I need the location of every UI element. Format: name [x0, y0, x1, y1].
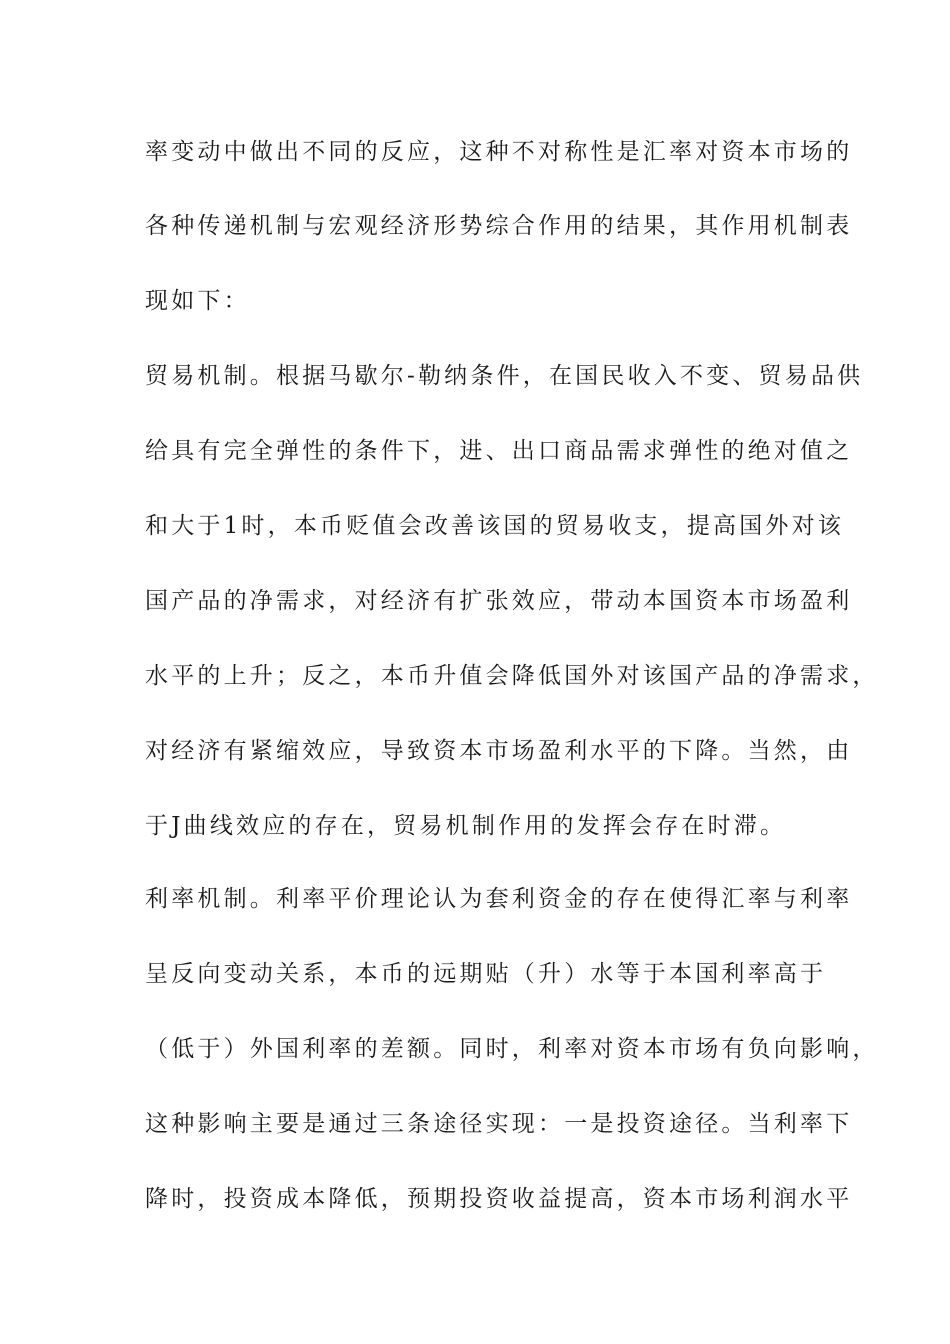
- text-line: 国产品的净需求，对经济有扩张效应，带动本国资本市场盈利: [145, 588, 853, 614]
- text-line: 对经济有紧缩效应，导致资本市场盈利水平的下降。当然，由: [145, 738, 853, 764]
- text-line: 率变动中做出不同的反应，这种不对称性是汇率对资本市场的: [145, 139, 853, 165]
- text-line: 于J曲线效应的存在，贸易机制作用的发挥会存在时滞。: [145, 813, 787, 839]
- text-line: 水平的上升；反之，本币升值会降低国外对该国产品的净需求，: [145, 663, 879, 689]
- text-line: 呈反向变动关系，本币的远期贴（升）水等于本国利率高于: [145, 961, 827, 987]
- text-line: （低于）外国利率的差额。同时，利率对资本市场有负向影响，: [145, 1036, 879, 1062]
- text-line: 利率机制。利率平价理论认为套利资金的存在使得汇率与利率: [145, 886, 853, 912]
- text-line: 现如下：: [145, 288, 250, 314]
- text-line: 和大于1时，本币贬值会改善该国的贸易收支，提高国外对该: [145, 513, 845, 539]
- text-line: 各种传递机制与宏观经济形势综合作用的结果，其作用机制表: [145, 213, 853, 239]
- text-line: 降时，投资成本降低，预期投资收益提高，资本市场利润水平: [145, 1186, 853, 1212]
- text-line: 贸易机制。根据马歇尔-勒纳条件，在国民收入不变、贸易品供: [145, 363, 864, 389]
- text-line: 给具有完全弹性的条件下，进、出口商品需求弹性的绝对值之: [145, 438, 853, 464]
- text-line: 这种影响主要是通过三条途径实现：一是投资途径。当利率下: [145, 1111, 853, 1137]
